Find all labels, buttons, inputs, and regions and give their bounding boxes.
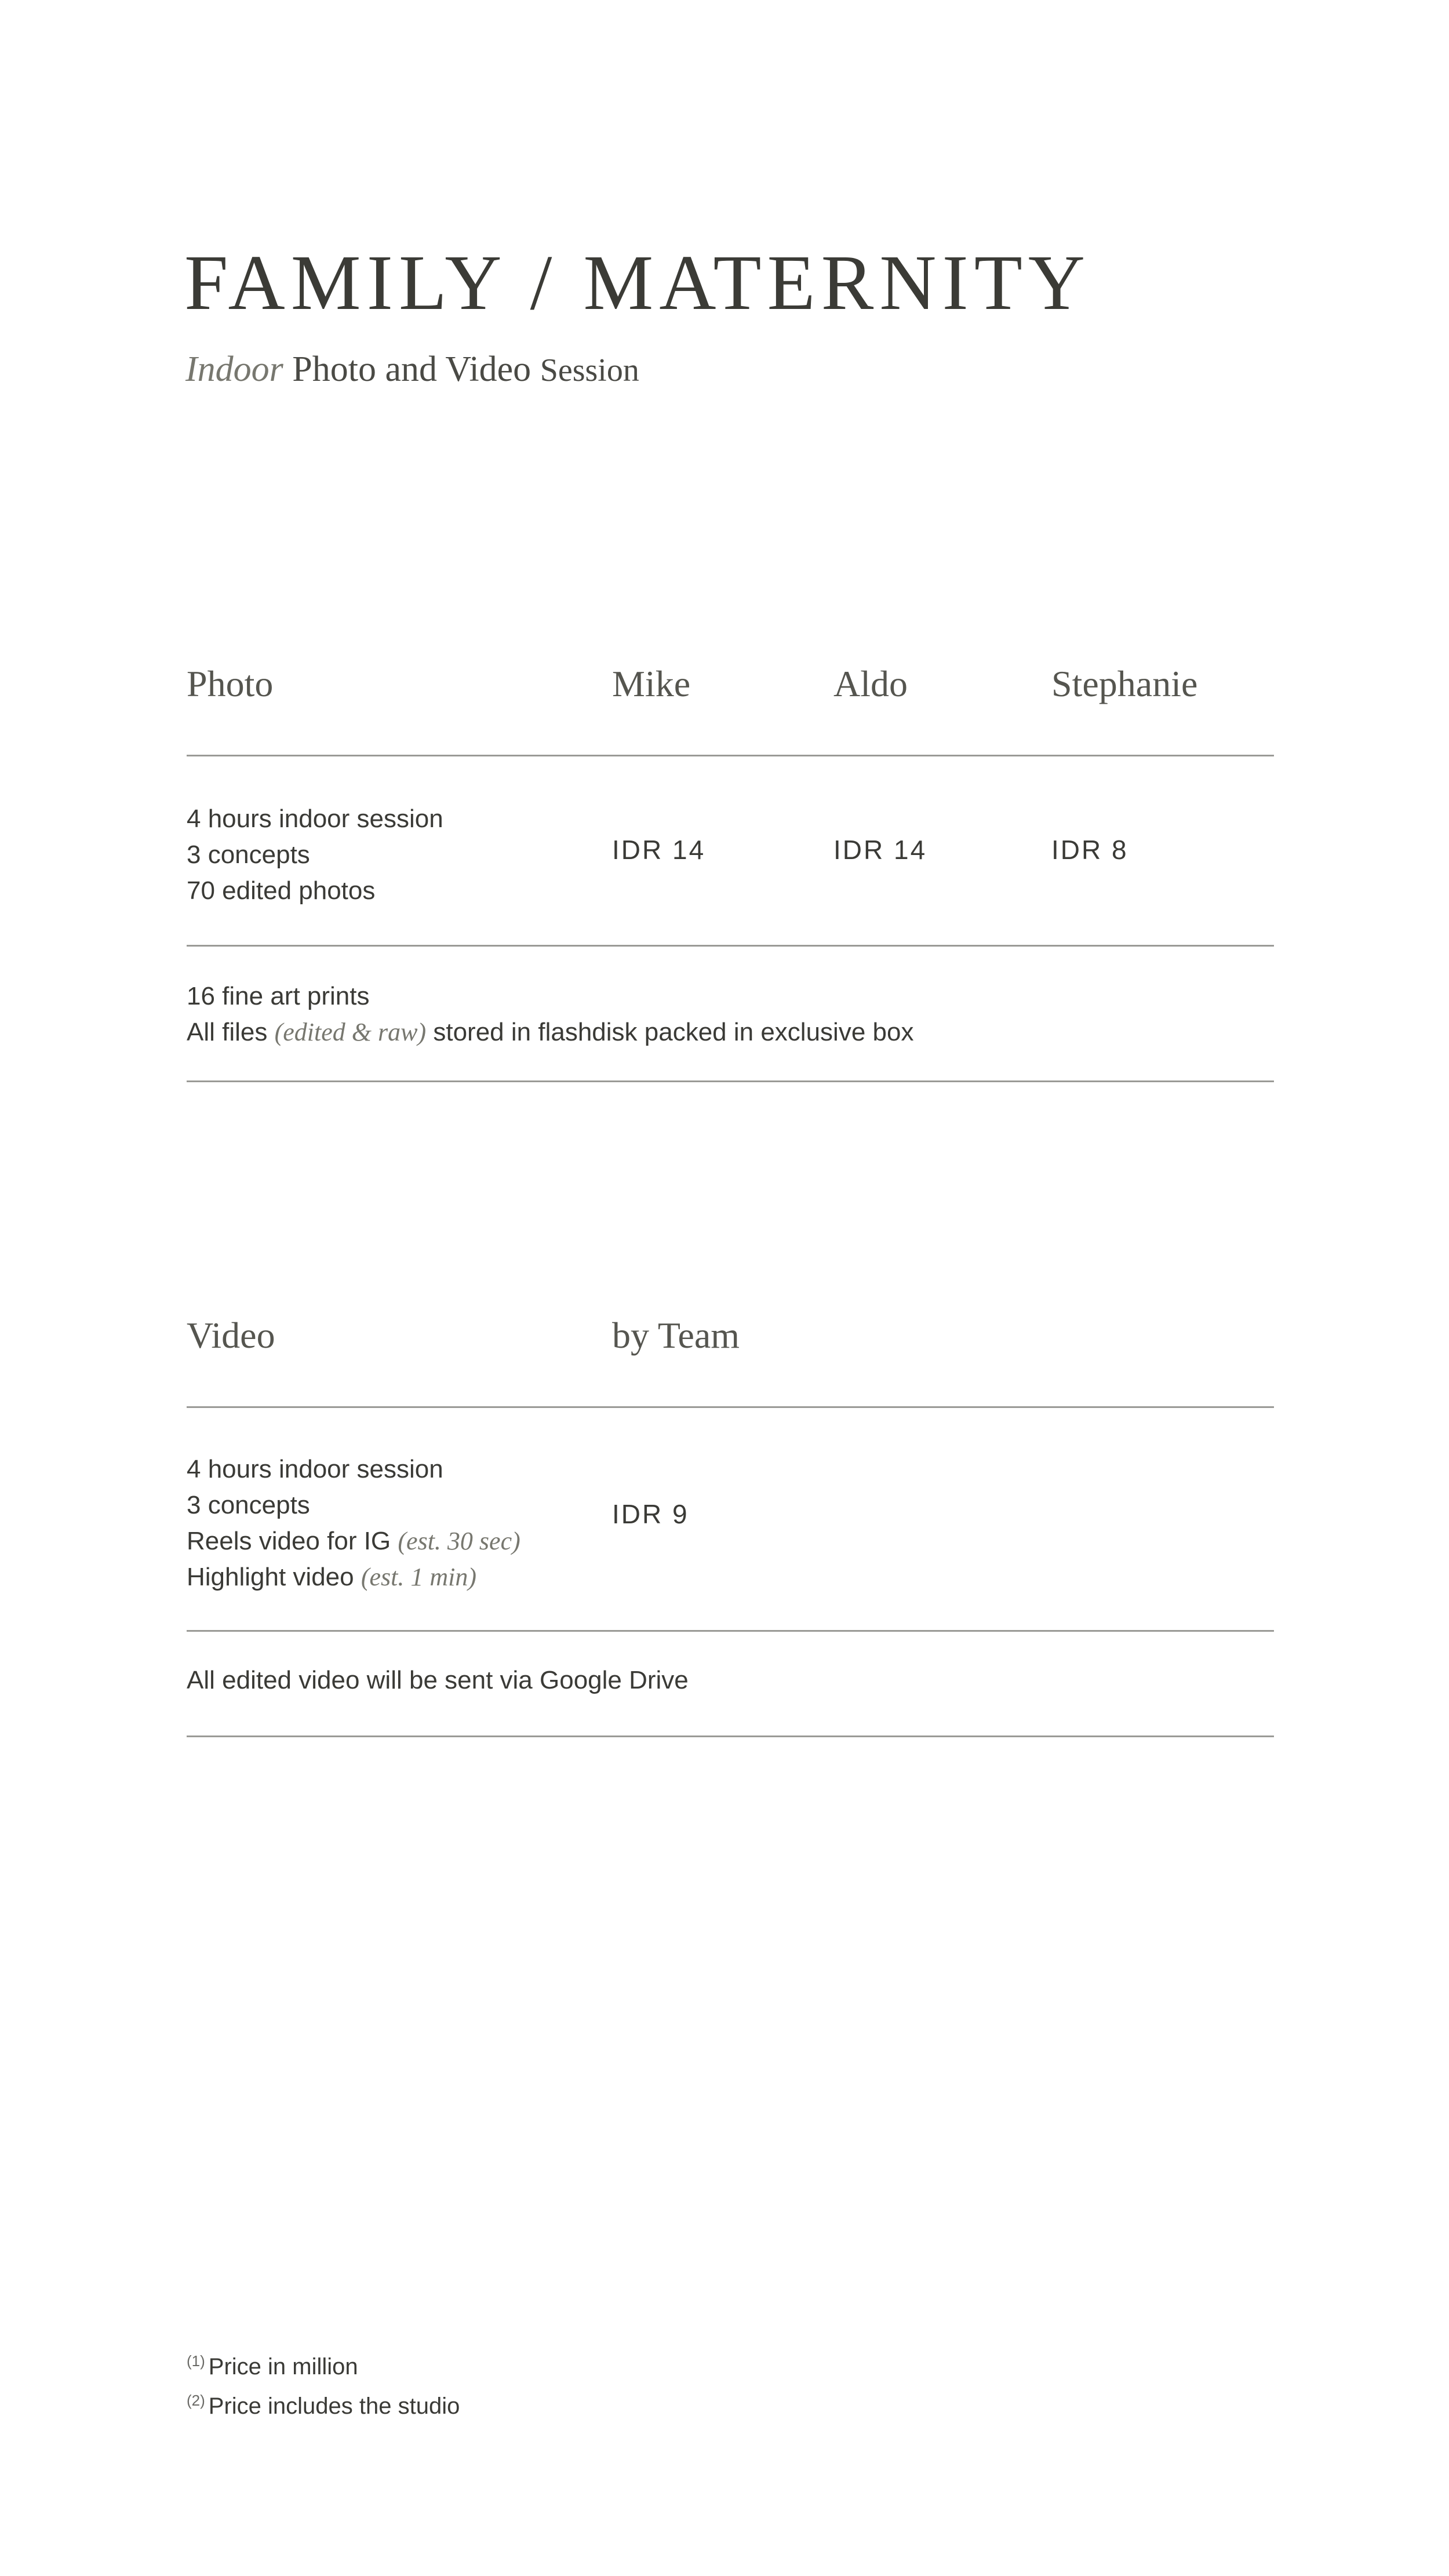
list-item: 3 concepts (187, 841, 310, 869)
divider (187, 1630, 1274, 1632)
photo-features (187, 801, 443, 909)
photo-column-mike: Mike (612, 663, 691, 704)
list-item: All files (edited & raw) stored in flashdisk packed in exclusive box (187, 1018, 914, 1046)
subtitle-small: Session (540, 352, 639, 388)
footnote: $^{(1)}$ Price in million (187, 2352, 358, 2379)
list-item: 70 edited photos (187, 876, 376, 905)
footnotes (187, 2344, 460, 2423)
divider (187, 755, 1274, 756)
price-team: IDR 9 (612, 1499, 689, 1529)
list-item: 4 hours indoor session (187, 805, 443, 833)
page-title: FAMILY / MATERNITY (184, 239, 1091, 326)
list-item: Reels video for IG (est. 30 sec) (187, 1527, 520, 1555)
photo-extras (187, 978, 913, 1050)
divider (187, 1406, 1274, 1408)
video-extras: All edited video will be sent via Google Drive (187, 1666, 689, 1694)
list-item: 16 fine art prints (187, 982, 370, 1010)
photo-column-stephanie: Stephanie (1051, 663, 1198, 704)
subtitle-main: Photo and Video (292, 350, 531, 389)
divider (187, 1735, 1274, 1737)
list-item: 4 hours indoor session (187, 1455, 443, 1483)
video-heading: Video (187, 1315, 275, 1356)
footnote: $^{(2)}$ Price includes the studio (187, 2392, 460, 2419)
list-item: Highlight video (est. 1 min) (187, 1563, 477, 1591)
list-item: 3 concepts (187, 1491, 310, 1519)
video-column-team: by Team (612, 1315, 740, 1356)
photo-column-aldo: Aldo (833, 663, 908, 704)
price-mike: IDR 14 (612, 835, 706, 865)
video-features (187, 1451, 520, 1595)
subtitle-italic: Indoor (185, 350, 283, 389)
price-stephanie: IDR 8 (1051, 835, 1128, 865)
divider (187, 945, 1274, 947)
page-subtitle (185, 351, 639, 387)
divider (187, 1080, 1274, 1082)
price-aldo: IDR 14 (833, 835, 927, 865)
extras-note: (edited & raw) (274, 1018, 427, 1046)
photo-heading: Photo (187, 663, 274, 704)
